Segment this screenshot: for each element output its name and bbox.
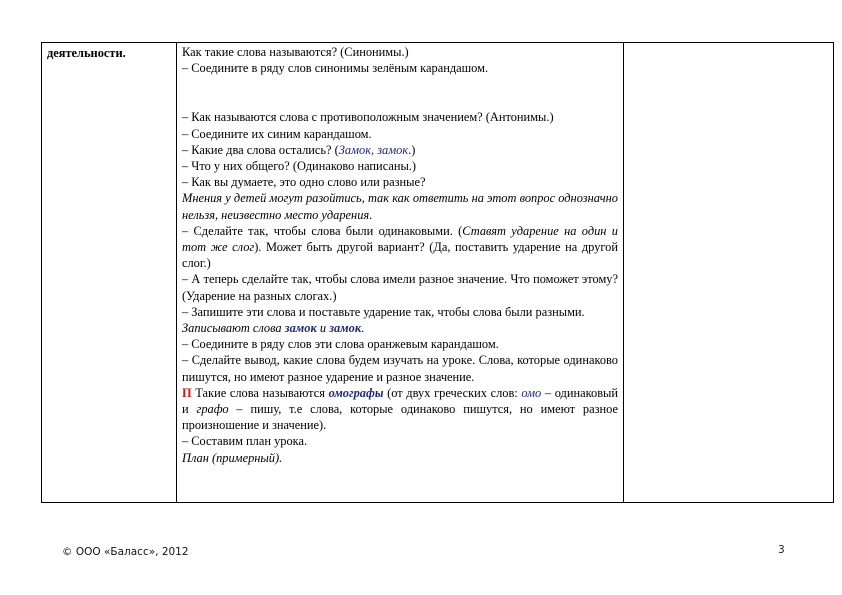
- teacher-note: [182, 190, 618, 222]
- text-span: примерный: [216, 450, 276, 465]
- text-line: – Соедините в ряду слов синонимы зелёным карандашом.: [182, 61, 489, 76]
- text-span: .): [408, 142, 416, 157]
- text-span: Такие слова называются: [191, 385, 329, 400]
- text-span: План (: [182, 450, 217, 465]
- paragraph: – А теперь сделайте так, чтобы слова имели разное значение. Что поможет этому? (Ударение на разных слогах.): [182, 272, 618, 303]
- text-span: .: [361, 321, 365, 336]
- text-span: – Сделайте так, чтобы слова были одинаковыми. (: [182, 223, 463, 238]
- paragraph: – Сделайте вывод, какие слова будем изучать на уроке. Слова, которые одинаково пишутся, но имеют разное ударение и разное значение.: [182, 353, 618, 384]
- content-cell: [177, 43, 624, 503]
- table-row: [42, 43, 834, 503]
- copyright-footer: © ООО «Баласс», 2012: [62, 546, 189, 558]
- text-line: – Соедините их синим карандашом.: [182, 126, 372, 141]
- text-span: – Какие два слова остались? (: [182, 142, 339, 157]
- text-line: – Как вы думаете, это одно слово или разные?: [182, 175, 426, 190]
- text-line: [182, 450, 618, 466]
- paragraph: [182, 385, 618, 434]
- rule-marker: П: [182, 385, 192, 400]
- text-span: (от двух греческих слов:: [383, 385, 522, 400]
- italic-note: Мнения у детей могут разойтись, так как ответить на этот вопрос однозначно нельзя, неизвестно место ударения: [182, 191, 618, 222]
- text-line: [182, 142, 618, 158]
- text-line: Как такие слова называются? (Синонимы.): [182, 45, 409, 59]
- italic-note: графо: [196, 402, 229, 417]
- stage-label: деятельности.: [47, 46, 126, 60]
- term-word: омографы: [328, 385, 384, 400]
- highlighted-word: замок: [284, 321, 317, 336]
- lesson-table: [41, 42, 834, 503]
- text-line: – Как называются слова с противоположным значением? (Антонимы.): [182, 110, 554, 125]
- italic-note: Ставят ударение на один и тот же слог: [182, 223, 618, 255]
- text-line: [182, 320, 618, 336]
- stage-cell: [42, 43, 177, 503]
- text-span: ).: [275, 450, 283, 465]
- page-number: 3: [778, 544, 785, 556]
- text-line: – Соедините в ряду слов эти слова оранжевым карандашом.: [182, 337, 499, 352]
- paragraph: [182, 223, 618, 272]
- paragraph: – Запишите эти слова и поставьте ударение так, чтобы слова были разными.: [182, 304, 585, 319]
- text-line: – Что у них общего? (Одинаково написаны.): [182, 159, 417, 174]
- italic-note: Записывают слова: [182, 321, 285, 336]
- text-span: ). Может быть другой вариант? (Да, поставить ударение на другой слог.): [182, 240, 618, 271]
- text-span: – одинаковый и: [182, 385, 618, 417]
- notes-cell: [624, 43, 834, 503]
- term-word: омо: [521, 385, 542, 400]
- italic-note: и: [316, 321, 330, 336]
- highlighted-words: Замок, замок: [338, 142, 409, 157]
- text-span: – пишу, т.е слова, которые одинаково пишутся, но имеют разное произношение и значение).: [182, 402, 619, 433]
- spacer: [182, 76, 618, 109]
- lesson-content: [177, 43, 623, 466]
- text-span: .: [369, 207, 373, 222]
- text-line: – Составим план урока.: [182, 434, 308, 449]
- highlighted-word: замок: [329, 321, 362, 336]
